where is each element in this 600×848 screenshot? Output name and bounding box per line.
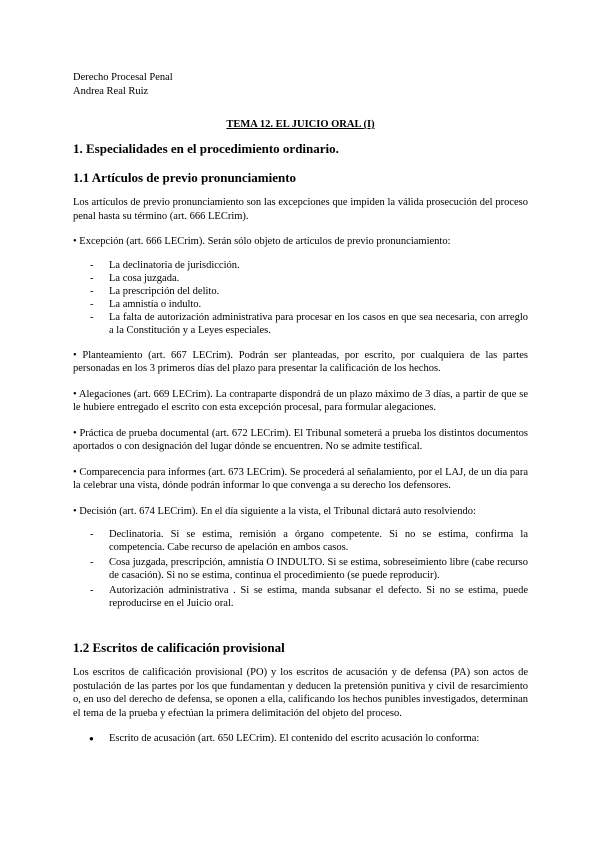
course-name: Derecho Procesal Penal — [73, 72, 173, 83]
list-item: - Cosa juzgada, prescripción, amnistía O INDULTO. Si se estima, sobreseimiento libre (cabe recurso de casación). Si no se estima, continua el procedimiento (se puede reproducir). — [73, 556, 528, 582]
paragraph-intro-1-2: Los escritos de calificación provisional (PO) y los escritos de acusación y de defensa (PA) son actos de postulación de las partes por los que fundamentan y deducen la pretensión punitiva y civil de resarcimiento o, en uso del derecho de defensa, se oponen a ella, calificando los hechos punibles investigados, determinan el tema de la prueba y efectúan la primera delimitación del objeto del proceso. — [73, 667, 528, 719]
list-item: - La prescripción del delito. — [73, 285, 528, 298]
list-item: - Declinatoria. Si se estima, remisión a órgano competente. Si no se estima, confirma la competencia. Cabe recurso de apelación en ambos casos. — [73, 528, 528, 554]
paragraph-planteamiento: • Planteamiento (art. 667 LECrim). Podrán ser planteadas, por escrito, por cualquiera de las partes personadas en los 3 primeros días del plazo para presentar la calificación de los hechos. — [73, 349, 528, 374]
list-item: - La declinatoria de jurisdicción. — [73, 259, 528, 272]
list-item: - La falta de autorización administrativa para procesar en los casos en que sea necesaria, con arreglo a la Constitución y a Leyes especiales. — [73, 311, 528, 337]
subsection-heading-1-2: 1.2 Escritos de calificación provisional — [73, 640, 285, 655]
paragraph-decision: • Decisión (art. 674 LECrim). En el día siguiente a la vista, el Tribunal dictará auto resolviendo: — [73, 505, 476, 517]
paragraph-comparecencia: • Comparecencia para informes (art. 673 LECrim). Se procederá al señalamiento, por el LAJ, de un día para la celebrar una vista, dónde podrán informar lo que convenga a su derecho los defensores. — [73, 466, 528, 491]
paragraph-intro-1-1: Los artículos de previo pronunciamiento son las excepciones que impiden la válida prosecución del proceso penal hasta su término (art. 666 LECrim). — [73, 197, 528, 222]
paragraph-alegaciones: • Alegaciones (art. 669 LECrim). La contraparte dispondrá de un plazo máximo de 3 días, a partir de que se le hubiere entregado el escrito con esta excepción procesal, para formular alegaciones. — [73, 388, 528, 413]
document-page — [73, 71, 528, 746]
document-title: TEMA 12. EL JUICIO ORAL (I) — [226, 119, 375, 130]
section-heading: 1. Especialidades en el procedimiento ordinario. — [73, 141, 339, 156]
excepciones-list — [73, 259, 528, 337]
subsection-heading-1-1: 1.1 Artículos de previo pronunciamiento — [73, 170, 297, 185]
list-item: ● Escrito de acusación (art. 650 LECrim). El contenido del escrito acusación lo conforma: — [73, 732, 528, 746]
list-item: - La cosa juzgada. — [73, 272, 528, 285]
author-name: Andrea Real Ruiz — [73, 86, 149, 97]
list-item: - La amnistía o indulto. — [73, 298, 528, 311]
escritos-list — [73, 732, 528, 746]
decision-list — [73, 528, 528, 610]
paragraph-excepcion: • Excepción (art. 666 LECrim). Serán sólo objeto de artículos de previo pronunciamiento: — [73, 236, 451, 247]
list-item: - Autorización administrativa . Si se estima, manda subsanar el defecto. Si no se estima, puede reproducirse en el Juicio oral. — [73, 584, 528, 610]
paragraph-prueba: • Práctica de prueba documental (art. 672 LECrim). El Tribunal someterá a prueba los distintos documentos aportados o con designación del lugar dónde se encuentren. No se admite testifical. — [73, 427, 528, 452]
